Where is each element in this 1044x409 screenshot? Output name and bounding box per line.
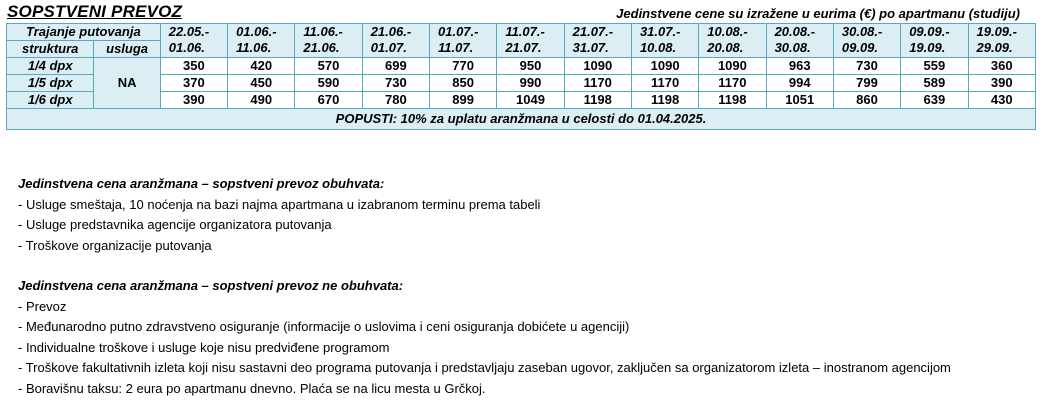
- period-to: 11.07.: [438, 40, 474, 55]
- table-row: [7, 92, 1036, 109]
- structure-cell: 1/5 dpx: [7, 75, 94, 92]
- period-to: 19.09.: [909, 40, 946, 55]
- price-cell: 780: [362, 92, 429, 109]
- period-to: 10.08.: [639, 40, 677, 55]
- period-header: [901, 24, 968, 58]
- period-header: [228, 24, 295, 58]
- list-item: - Individualne troškove i usluge koje nisu predviđene programom: [18, 339, 390, 355]
- period-from: 20.08.-: [774, 24, 816, 39]
- period-to: 30.08.: [774, 40, 811, 55]
- excludes-title: Jedinstvena cena aranžmana – sopstveni prevoz ne obuhvata:: [18, 278, 404, 293]
- period-header: [362, 24, 429, 58]
- price-table: [6, 23, 1036, 130]
- period-from: 22.05.-: [168, 24, 210, 39]
- structure-cell: 1/4 dpx: [7, 58, 94, 75]
- period-to: 11.06.: [236, 40, 272, 55]
- price-cell: 1198: [631, 92, 698, 109]
- price-cell: 1090: [631, 58, 698, 75]
- period-to: 21.07.: [505, 40, 542, 55]
- period-to: 01.06.: [168, 40, 205, 55]
- price-cell: 360: [968, 58, 1036, 75]
- price-cell: 490: [228, 92, 295, 109]
- price-cell: 1051: [766, 92, 833, 109]
- price-cell: 899: [430, 92, 497, 109]
- price-cell: 1198: [564, 92, 631, 109]
- price-cell: 850: [430, 75, 497, 92]
- price-cell: 1198: [699, 92, 766, 109]
- price-cell: 1090: [564, 58, 631, 75]
- period-from: 21.06.-: [370, 24, 412, 39]
- period-from: 31.07.-: [639, 24, 681, 39]
- period-from: 09.09.-: [909, 24, 950, 39]
- period-from: 30.08.-: [841, 24, 883, 39]
- list-item: - Međunarodno putno zdravstveno osiguranje (informacije o uslovima i ceni osiguranja dobićete u agenciji): [18, 319, 630, 334]
- list-item: - Usluge smeštaja, 10 noćenja na bazi najma apartmana u izabranom terminu prema tabeli: [18, 196, 541, 212]
- service-cell: NA: [94, 58, 160, 109]
- list-item: - Prevoz: [18, 298, 67, 314]
- structure-cell: 1/6 dpx: [7, 92, 94, 109]
- period-header: [766, 24, 833, 58]
- period-header: [699, 24, 766, 58]
- price-cell: 699: [362, 58, 429, 75]
- period-header: [430, 24, 497, 58]
- price-cell: 370: [160, 75, 227, 92]
- excludes-section: [18, 276, 951, 399]
- price-cell: 639: [901, 92, 968, 109]
- currency-note: Jedinstvene cene su izražene u eurima (€) po apartmanu (studiju): [616, 6, 1020, 21]
- period-from: 10.08.-: [707, 24, 748, 39]
- price-cell: 450: [228, 75, 295, 92]
- list-item: - Usluge predstavnika agencije organizatora putovanja: [18, 217, 332, 232]
- price-cell: 730: [833, 58, 900, 75]
- price-cell: 1049: [497, 92, 564, 109]
- price-cell: 390: [160, 92, 227, 109]
- period-header: [497, 24, 564, 58]
- period-header: [160, 24, 227, 58]
- list-item: - Troškove organizacije putovanja: [18, 237, 212, 253]
- period-from: 01.06.-: [236, 24, 277, 39]
- period-header: [631, 24, 698, 58]
- period-from: 11.06.-: [303, 24, 343, 39]
- price-cell: 670: [295, 92, 362, 109]
- period-from: 21.07.-: [572, 24, 614, 39]
- price-cell: 963: [766, 58, 833, 75]
- period-from: 01.07.-: [438, 24, 479, 39]
- price-cell: 590: [295, 75, 362, 92]
- period-header: [564, 24, 631, 58]
- period-header: [968, 24, 1036, 58]
- period-to: 29.09.: [976, 40, 1013, 55]
- page-title: SOPSTVENI PREVOZ: [7, 2, 183, 21]
- period-to: 31.07.: [572, 40, 609, 55]
- price-cell: 1170: [699, 75, 766, 92]
- price-cell: 430: [968, 92, 1036, 109]
- price-cell: 860: [833, 92, 900, 109]
- price-cell: 1090: [699, 58, 766, 75]
- price-cell: 420: [228, 58, 295, 75]
- period-header: [833, 24, 900, 58]
- period-header: [295, 24, 362, 58]
- price-cell: 990: [497, 75, 564, 92]
- period-to: 01.07.: [370, 40, 407, 55]
- header-row: [7, 24, 1036, 41]
- list-item: - Boravišnu taksu: 2 eura po apartmanu dnevno. Plaća se na licu mesta u Grčkoj.: [18, 380, 486, 396]
- duration-label: Trajanje putovanja: [7, 24, 161, 41]
- service-label: usluga: [94, 41, 160, 58]
- price-cell: 559: [901, 58, 968, 75]
- period-to: 20.08.: [707, 40, 744, 55]
- list-item: - Troškove fakultativnih izleta koji nisu sastavni deo programa putovanja i predstavljaju zaseban ugovor, zaključen sa organizatorom izleta – inostranom agencijom: [18, 360, 951, 375]
- price-cell: 950: [497, 58, 564, 75]
- includes-section: [18, 174, 540, 256]
- structure-label: struktura: [7, 41, 94, 58]
- period-from: 19.09.-: [976, 24, 1017, 39]
- includes-title: Jedinstvena cena aranžmana – sopstveni prevoz obuhvata:: [18, 176, 385, 191]
- discount-note: POPUSTI: 10% za uplatu aranžmana u celosti do 01.04.2025.: [7, 109, 1036, 130]
- price-cell: 570: [295, 58, 362, 75]
- price-cell: 1170: [564, 75, 631, 92]
- table-row: [7, 58, 1036, 75]
- table-row: [7, 75, 1036, 92]
- price-cell: 730: [362, 75, 429, 92]
- price-cell: 799: [833, 75, 900, 92]
- period-from: 11.07.-: [505, 24, 545, 39]
- price-cell: 390: [968, 75, 1036, 92]
- period-to: 21.06.: [303, 40, 340, 55]
- price-cell: 350: [160, 58, 227, 75]
- period-to: 09.09.: [841, 40, 879, 55]
- price-cell: 770: [430, 58, 497, 75]
- price-cell: 1170: [631, 75, 698, 92]
- price-cell: 994: [766, 75, 833, 92]
- price-cell: 589: [901, 75, 968, 92]
